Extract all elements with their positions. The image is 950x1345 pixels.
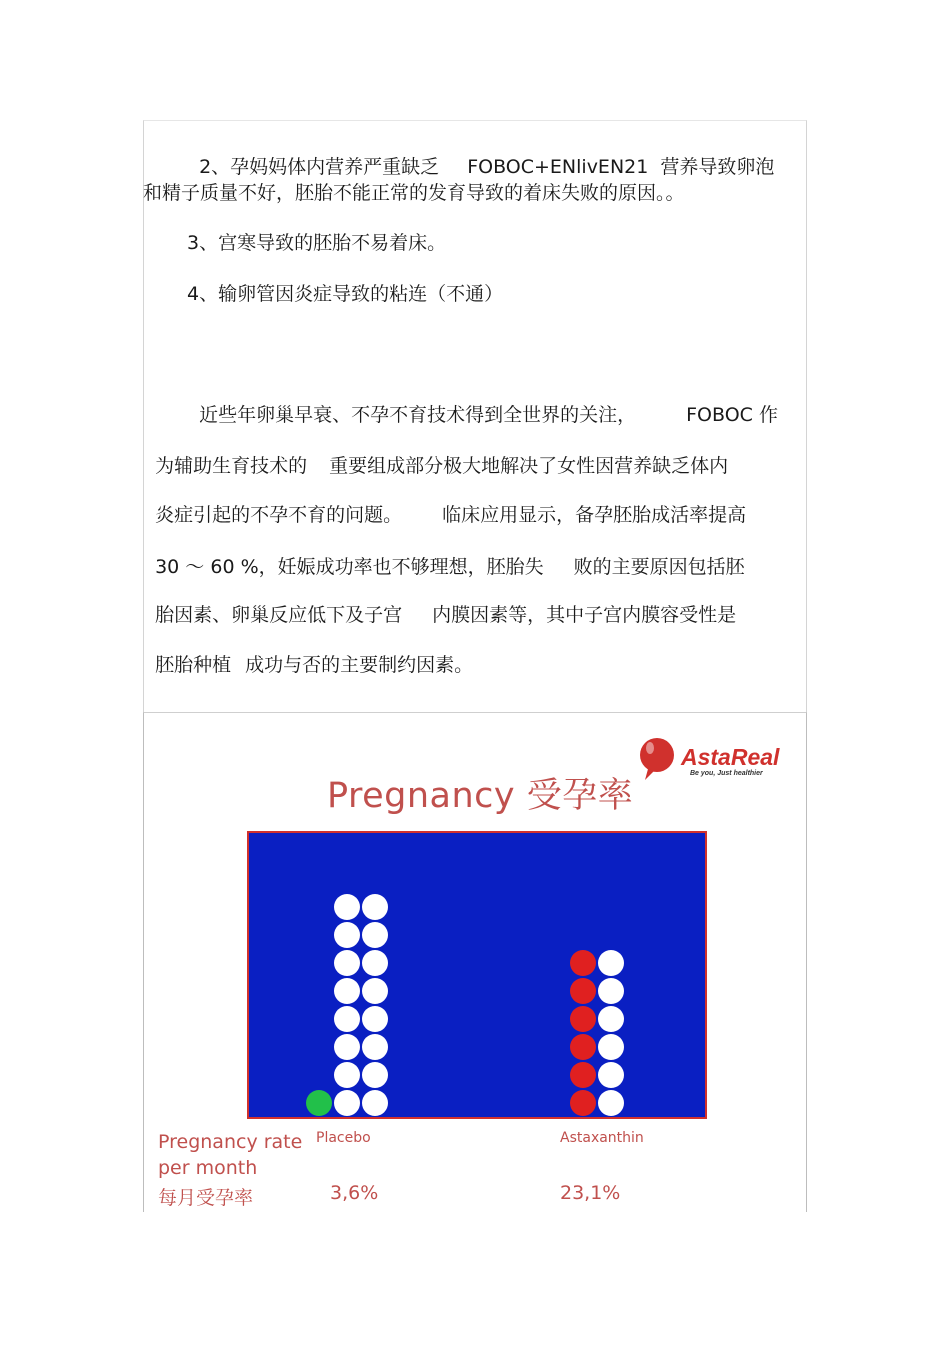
rate-label-astaxanthin: 23,1%	[560, 1182, 621, 1204]
pregnant-dot-placebo	[306, 1090, 332, 1116]
balloon-icon	[638, 736, 678, 782]
not-pregnant-dot-placebo	[362, 1062, 388, 1088]
not-pregnant-dot-placebo	[362, 978, 388, 1004]
not-pregnant-dot-placebo	[334, 922, 360, 948]
not-pregnant-dot-placebo	[334, 950, 360, 976]
paragraph-line-1: 近些年卵巢早衰、不孕不育技术得到全世界的关注， FOBOC 作	[199, 404, 778, 426]
row-label-line-1: Pregnancy rate	[158, 1131, 303, 1153]
not-pregnant-dot-placebo	[362, 922, 388, 948]
pregnant-dot-astaxanthin	[570, 978, 596, 1004]
pregnant-dot-astaxanthin	[570, 1090, 596, 1116]
logo-wordmark: AstaReal	[681, 744, 780, 770]
paragraph-line-5: 胎因素、卵巢反应低下及子宫 内膜因素等，其中子宫内膜容受性是	[155, 604, 737, 626]
paragraph-line-4: 30 ～ 60 %，妊娠成功率也不够理想，胚胎失 败的主要原因包括胚	[155, 556, 745, 578]
logo-tagline: Be you, Just healthier	[690, 770, 763, 777]
category-label-astaxanthin: Astaxanthin	[560, 1130, 644, 1146]
not-pregnant-dot-astaxanthin	[598, 950, 624, 976]
pictogram-chart	[249, 833, 705, 1117]
astareal-logo	[638, 736, 788, 786]
list-item-2: 2、孕妈妈体内营养严重缺乏 FOBOC+ENlivEN21 营养导致卵泡	[199, 156, 775, 178]
pregnant-dot-astaxanthin	[570, 1034, 596, 1060]
not-pregnant-dot-placebo	[362, 1034, 388, 1060]
not-pregnant-dot-astaxanthin	[598, 1062, 624, 1088]
list-item-4: 4、输卵管因炎症导致的粘连（不通）	[187, 283, 504, 305]
not-pregnant-dot-astaxanthin	[598, 1090, 624, 1116]
not-pregnant-dot-placebo	[334, 1062, 360, 1088]
paragraph-line-2: 为辅助生育技术的 重要组成部分极大地解决了女性因营养缺乏体内	[155, 455, 729, 477]
category-label-placebo: Placebo	[316, 1130, 371, 1146]
not-pregnant-dot-placebo	[334, 894, 360, 920]
not-pregnant-dot-placebo	[362, 950, 388, 976]
row-label-line-3: 每月受孕率	[158, 1187, 254, 1209]
pregnant-dot-astaxanthin	[570, 950, 596, 976]
not-pregnant-dot-placebo	[334, 1006, 360, 1032]
list-item-2-cont: 和精子质量不好，胚胎不能正常的发育导致的着床失败的原因。。	[143, 182, 685, 204]
figure-title: Pregnancy 受孕率	[327, 776, 634, 816]
not-pregnant-dot-astaxanthin	[598, 1006, 624, 1032]
row-label-line-2: per month	[158, 1157, 258, 1179]
not-pregnant-dot-placebo	[362, 894, 388, 920]
not-pregnant-dot-placebo	[334, 978, 360, 1004]
rate-label-placebo: 3,6%	[330, 1182, 379, 1204]
list-item-3: 3、宫寒导致的胚胎不易着床。	[187, 232, 447, 254]
pregnancy-figure	[143, 712, 807, 1212]
paragraph-line-6: 胚胎种植 成功与否的主要制约因素。	[155, 654, 474, 676]
pregnant-dot-astaxanthin	[570, 1062, 596, 1088]
pregnant-dot-astaxanthin	[570, 1006, 596, 1032]
not-pregnant-dot-placebo	[362, 1006, 388, 1032]
not-pregnant-dot-placebo	[362, 1090, 388, 1116]
not-pregnant-dot-placebo	[334, 1090, 360, 1116]
not-pregnant-dot-placebo	[334, 1034, 360, 1060]
not-pregnant-dot-astaxanthin	[598, 1034, 624, 1060]
paragraph-line-3: 炎症引起的不孕不育的问题。 临床应用显示，备孕胚胎成活率提高	[155, 504, 747, 526]
plot-area	[247, 831, 707, 1119]
not-pregnant-dot-astaxanthin	[598, 978, 624, 1004]
